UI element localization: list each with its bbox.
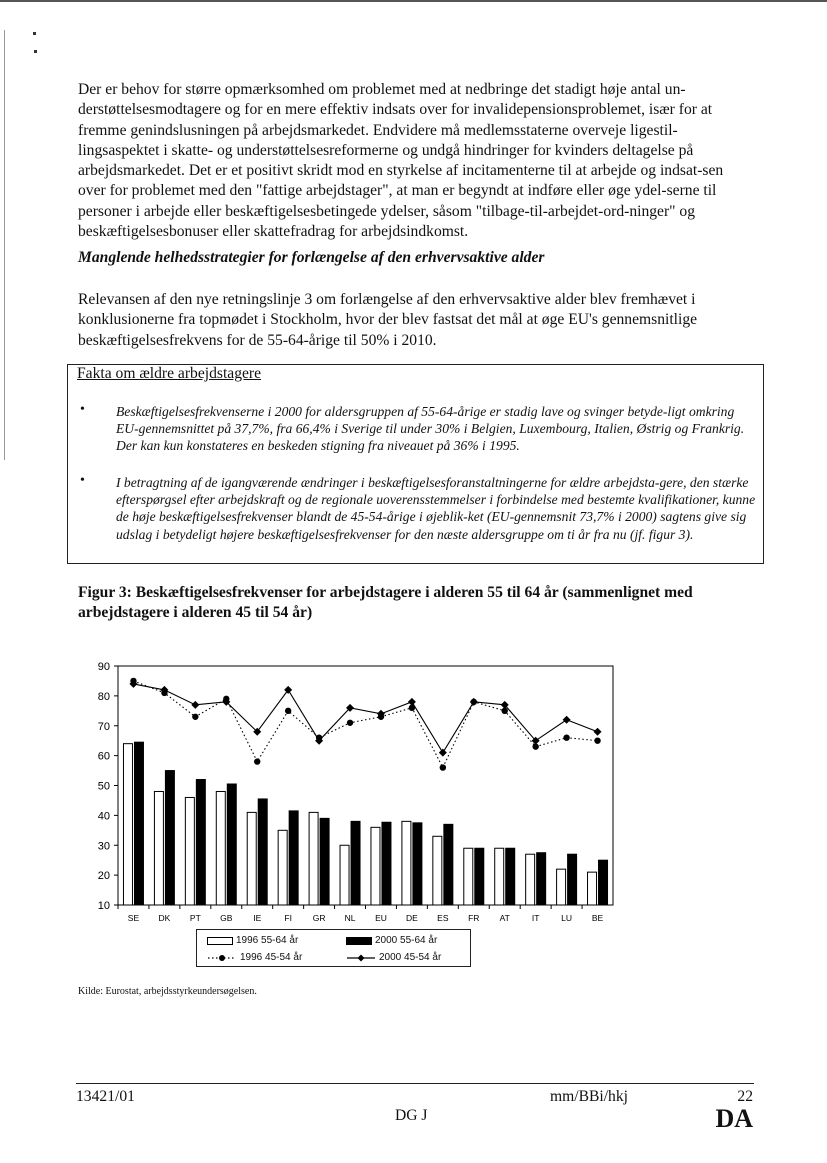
bar-1996-55-64-r [402, 821, 411, 905]
bar-1996-55-64-r [495, 848, 504, 905]
language-code: DA [715, 1104, 753, 1133]
legend-item-bar-2000 [346, 935, 437, 946]
scan-margin-mark [4, 30, 5, 460]
figure-caption: Figur 3: Beskæftigelsesfrekvenser for arbejdstagere i alderen 55 til 64 år (sammenlignet med arbejdstagere i alderen 45 til 54 år) [78, 584, 693, 621]
legend-label: 1996 45-54 år [240, 952, 303, 963]
bar-1996-55-64-r [278, 830, 287, 905]
bar-2000-55-64-r [475, 848, 484, 905]
bar-1996-55-64-r [340, 845, 349, 905]
fact-box-title: Fakta om ældre arbejdstagere [77, 365, 262, 382]
bar-1996-55-64-r [216, 791, 225, 905]
author-reference: mm/BBi/hkj [550, 1088, 628, 1105]
bar-1996-55-64-r [154, 791, 163, 905]
bar-2000-55-64-r [537, 853, 546, 905]
data-point-circle [563, 735, 569, 741]
fact-item-1: Beskæftigelsesfrekvenserne i 2000 for aldersgruppen af 55-64-årige er stadig lave og svinger betyde-ligt omkring EU-gennemsnittet på 37,7%, fra 66,4% i Sverige til under 30% i Belgien, Luxembourg, Italien, Østrig og Frankrig. Der kan kun konstateres en beskeden stigning fra niveauet på 36% i 1995. [116, 404, 745, 454]
x-tick-label: GB [220, 913, 233, 923]
bar-1996-55-64-r [588, 872, 597, 905]
x-tick-label: PT [189, 913, 201, 923]
bar-1996-55-64-r [526, 854, 535, 905]
data-point-circle [347, 720, 353, 726]
bar-2000-55-64-r [196, 780, 205, 905]
x-tick-label: FR [468, 913, 480, 923]
bar-2000-55-64-r [413, 823, 422, 905]
bar-2000-55-64-r [599, 860, 608, 905]
legend-swatch-white [207, 937, 233, 945]
data-point-diamond [439, 749, 447, 757]
x-tick-label: AT [499, 913, 510, 923]
chart-legend [196, 929, 471, 967]
y-tick-label: 30 [97, 840, 110, 853]
data-point-diamond [470, 698, 478, 706]
x-tick-label: ES [437, 913, 449, 923]
legend-swatch-black [346, 937, 372, 945]
figure-source: Kilde: Eurostat, arbejdsstyrkeundersøgelsen. [78, 986, 257, 997]
bullet-icon: • [80, 473, 85, 488]
legend-label: 2000 55-64 år [375, 935, 438, 946]
bar-1996-55-64-r [247, 812, 256, 905]
x-tick-label: DE [406, 913, 418, 923]
series-line-2000-45-54-r [133, 684, 597, 753]
x-tick-label: BE [591, 913, 604, 923]
directorate-general: DG J [395, 1107, 428, 1124]
bar-1996-55-64-r [123, 744, 132, 905]
x-tick-label: FI [284, 913, 292, 923]
scan-speck [34, 50, 37, 53]
document-number: 13421/01 [76, 1088, 135, 1105]
legend-dotted-line-icon [207, 954, 237, 962]
bar-2000-55-64-r [227, 784, 236, 905]
scan-speck [33, 32, 36, 35]
x-tick-label: IE [253, 913, 262, 923]
fact-item-2: I betragtning af de igangværende ændringer i beskæftigelsesforanstaltningerne for ældre arbejdsta-gere, den stærke efterspørgsel efter arbejdskraft og de regionale uoverensstemmelser i forbindelse med bestemte kvalifikationer, kunne de høje beskæftigelsesfrekvenser blandt de 45-54-årige i øjeblik-ket (EU-gennemsnit 73,7% i 2000) sagtens give sig udslag i betydeligt højere beskæftigelsesfrekvenser for den næste aldersgruppe om ti år fra nu (jf. figur 3). [116, 475, 756, 542]
bar-2000-55-64-r [382, 822, 391, 905]
x-tick-label: NL [344, 913, 356, 923]
legend-item-line-1996 [207, 952, 302, 963]
bar-1996-55-64-r [371, 827, 380, 905]
bar-2000-55-64-r [165, 771, 174, 905]
data-point-circle [440, 764, 446, 770]
y-tick-label: 70 [97, 720, 110, 733]
data-point-diamond [284, 686, 292, 694]
legend-item-bar-1996 [207, 935, 298, 946]
bar-1996-55-64-r [557, 869, 566, 905]
data-point-diamond [408, 698, 416, 706]
legend-solid-line-icon [346, 954, 376, 962]
bar-2000-55-64-r [289, 811, 298, 905]
bar-1996-55-64-r [464, 848, 473, 905]
data-point-circle [594, 737, 600, 743]
legend-label: 1996 55-64 år [236, 935, 299, 946]
y-tick-label: 90 [97, 661, 110, 673]
footer-rule [76, 1083, 754, 1084]
y-tick-label: 50 [97, 780, 110, 793]
bar-1996-55-64-r [185, 797, 194, 905]
data-point-circle [254, 758, 260, 764]
bar-2000-55-64-r [258, 799, 267, 905]
bar-2000-55-64-r [320, 818, 329, 905]
y-tick-label: 80 [97, 690, 110, 703]
x-tick-label: GR [312, 913, 326, 923]
intro-paragraph: Der er behov for større opmærksomhed om problemet med at nedbringe det stadigt høje antal un-derstøttelsesmodtagere og for en mere effektiv indsats over for invalidepensionsproblemet, især for at fremme genindslusningen på arbejdsmarkedet. Endvidere må medlemsstaterne overveje ligestil-lingsaspektet i skatte- og understøttelsesreformerne og undgå hindringer for kvinders deltagelse på arbejdsmarkedet. Det er et positivt skridt mod en styrkelse af incitamenterne til at arbejde og indsat-sen over for problemet med den "fattige arbejdstager", at man er begyndt at indføre eller øge ydel-serne til personer i arbejde eller beskæftigelsesbetingede ydelser, såsom "tilbage-til-arbejdet-ord-ninger" og beskæftigelsesbonuser eller skattefradrag for arbejdsindkomst. [78, 81, 724, 241]
bar-2000-55-64-r [351, 821, 360, 905]
legend-item-line-2000 [346, 952, 441, 963]
page-top-border [0, 0, 827, 2]
x-tick-label: SE [127, 913, 140, 923]
data-point-diamond [191, 701, 199, 709]
data-point-circle [285, 708, 291, 714]
bar-2000-55-64-r [568, 854, 577, 905]
bar-1996-55-64-r [433, 836, 442, 905]
retningslinje-paragraph: Relevansen af den nye retningslinje 3 om forlængelse af den erhvervsaktive alder blev fremhævet i konklusionerne fra topmødet i Stockholm, hvor der blev fastsat det mål at øge EU's gennemsnitlige beskæftigelsesfrekvens for de 55-64-årige til 50% i 2010. [78, 291, 698, 349]
data-point-circle [192, 714, 198, 720]
bar-2000-55-64-r [506, 848, 515, 905]
legend-label: 2000 45-54 år [379, 952, 442, 963]
data-point-diamond [563, 716, 571, 724]
bar-1996-55-64-r [309, 812, 318, 905]
bar-2000-55-64-r [134, 742, 143, 905]
y-tick-label: 40 [97, 810, 110, 823]
bar-2000-55-64-r [444, 824, 453, 905]
x-tick-label: DK [158, 913, 171, 923]
x-tick-label: EU [375, 913, 387, 923]
section-heading: Manglende helhedsstrategier for forlængelse af den erhvervsaktive alder [78, 249, 545, 266]
employment-rate-chart [80, 655, 620, 927]
y-tick-label: 10 [97, 900, 110, 912]
series-line-1996-45-54-r [133, 681, 597, 768]
page-number: 22 [737, 1088, 753, 1105]
x-tick-label: IT [531, 913, 540, 923]
y-tick-label: 20 [97, 870, 110, 883]
bullet-icon: • [80, 402, 85, 417]
x-tick-label: LU [561, 913, 573, 923]
y-tick-label: 60 [97, 750, 110, 763]
data-point-diamond [594, 728, 602, 736]
